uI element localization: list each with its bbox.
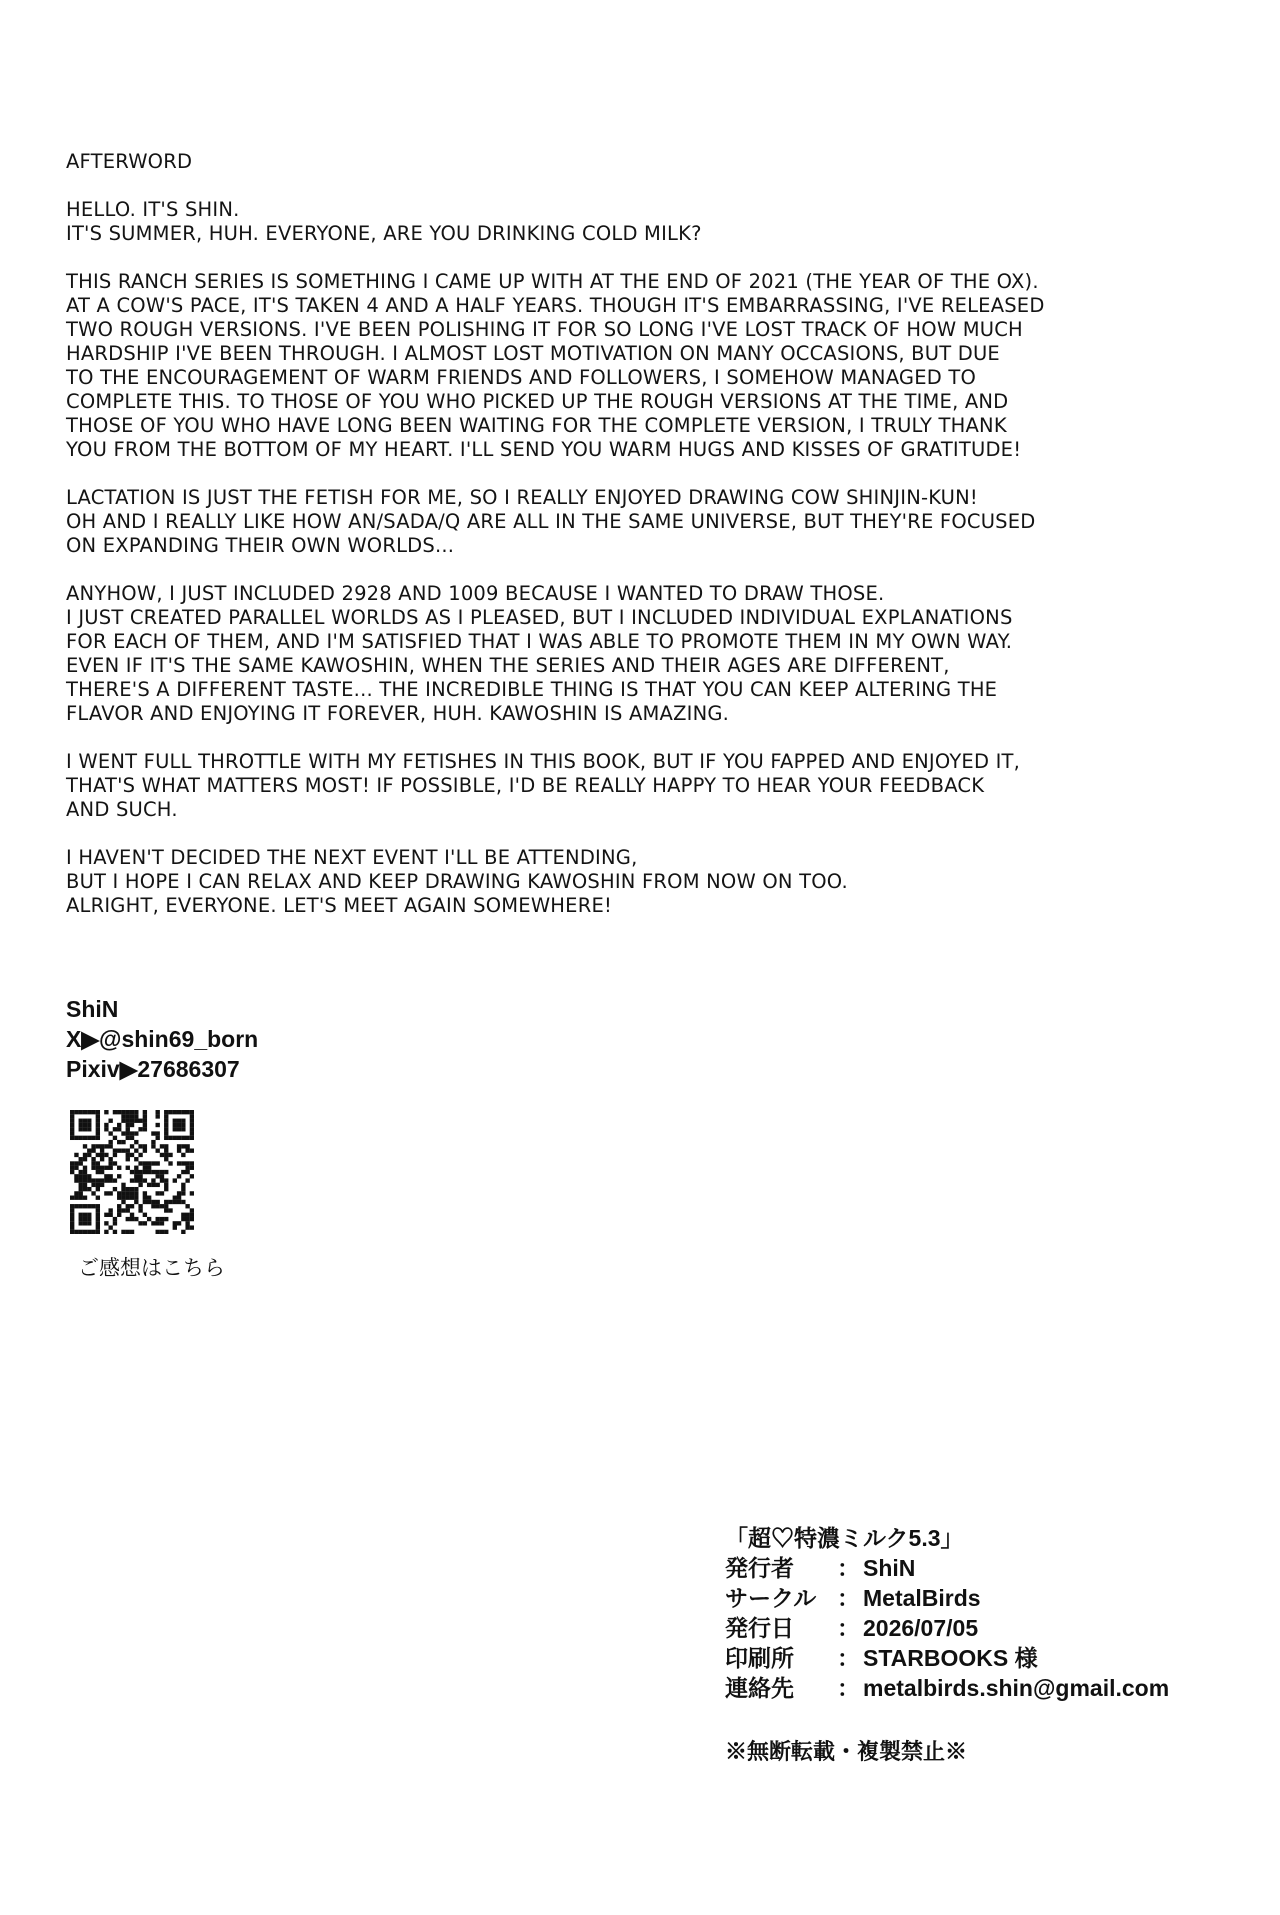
afterword-line: AND SUCH. — [66, 798, 178, 821]
author-name: ShiN — [66, 996, 119, 1022]
afterword-line: I WENT FULL THROTTLE WITH MY FETISHES IN THIS BOOK, BUT IF YOU FAPPED AND ENJOYED IT, — [66, 750, 1021, 773]
afterword-line: COMPLETE THIS. TO THOSE OF YOU WHO PICKED UP THE ROUGH VERSIONS AT THE TIME, AND — [66, 390, 1009, 413]
copyright-notice: ※無断転載・複製禁止※ — [725, 1739, 968, 1764]
afterword-paragraph — [66, 846, 1226, 918]
colophon-row — [725, 1613, 1169, 1643]
afterword-line: TO THE ENCOURAGEMENT OF WARM FRIENDS AND FOLLOWERS, I SOMEHOW MANAGED TO — [66, 366, 977, 389]
book-title: 「超♡特濃ミルク5.3」 — [725, 1525, 964, 1551]
afterword-paragraph — [66, 582, 1226, 726]
pixiv-id[interactable]: Pixiv▶27686307 — [66, 1056, 240, 1082]
afterword-line: TWO ROUGH VERSIONS. I'VE BEEN POLISHING IT FOR SO LONG I'VE LOST TRACK OF HOW MUCH — [66, 318, 1023, 341]
colophon-key: 連絡先 — [725, 1675, 794, 1701]
afterword-line: THERE'S A DIFFERENT TASTE... THE INCREDIBLE THING IS THAT YOU CAN KEEP ALTERING THE — [66, 678, 998, 701]
colophon-key: 発行日 — [725, 1615, 794, 1641]
colophon-key: サークル — [725, 1585, 817, 1611]
colophon-row — [725, 1643, 1169, 1673]
afterword-title: AFTERWORD — [66, 150, 193, 173]
afterword-line: ANYHOW, I JUST INCLUDED 2928 AND 1009 BECAUSE I WANTED TO DRAW THOSE. — [66, 582, 885, 605]
afterword-line: IT'S SUMMER, HUH. EVERYONE, ARE YOU DRINKING COLD MILK? — [66, 222, 702, 245]
afterword-line: LACTATION IS JUST THE FETISH FOR ME, SO I REALLY ENJOYED DRAWING COW SHINJIN-KUN! — [66, 486, 978, 509]
afterword-line: HARDSHIP I'VE BEEN THROUGH. I ALMOST LOST MOTIVATION ON MANY OCCASIONS, BUT DUE — [66, 342, 1000, 365]
colophon-separator: ： — [837, 1615, 860, 1641]
afterword-paragraph — [66, 198, 1226, 246]
afterword-line: I JUST CREATED PARALLEL WORLDS AS I PLEASED, BUT I INCLUDED INDIVIDUAL EXPLANATIONS — [66, 606, 1013, 629]
afterword-line: THOSE OF YOU WHO HAVE LONG BEEN WAITING FOR THE COMPLETE VERSION, I TRULY THANK — [66, 414, 1007, 437]
afterword-line: EVEN IF IT'S THE SAME KAWOSHIN, WHEN THE SERIES AND THEIR AGES ARE DIFFERENT, — [66, 654, 950, 677]
colophon-value: 2026/07/05 — [863, 1615, 979, 1641]
afterword-line: THAT'S WHAT MATTERS MOST! IF POSSIBLE, I'D BE REALLY HAPPY TO HEAR YOUR FEEDBACK — [66, 774, 985, 797]
qr-code-icon[interactable] — [70, 1110, 194, 1234]
colophon-value: STARBOOKS 様 — [863, 1645, 1038, 1671]
colophon-separator: ： — [837, 1585, 860, 1611]
afterword-paragraph — [66, 270, 1226, 462]
afterword-line: FOR EACH OF THEM, AND I'M SATISFIED THAT I WAS ABLE TO PROMOTE THEM IN MY OWN WAY. — [66, 630, 1013, 653]
colophon-separator: ： — [837, 1645, 860, 1671]
qr-caption: ご感想はこちら — [78, 1256, 225, 1280]
colophon-key: 発行者 — [725, 1555, 794, 1581]
afterword-line: OH AND I REALLY LIKE HOW AN/SADA/Q ARE ALL IN THE SAME UNIVERSE, BUT THEY'RE FOCUSED — [66, 510, 1036, 533]
afterword-section — [66, 150, 1226, 942]
colophon-separator: ： — [837, 1555, 860, 1581]
colophon — [725, 1523, 1169, 1703]
x-handle[interactable]: X▶@shin69_born — [66, 1026, 259, 1052]
colophon-value: ShiN — [863, 1555, 916, 1581]
afterword-line: FLAVOR AND ENJOYING IT FOREVER, HUH. KAWOSHIN IS AMAZING. — [66, 702, 730, 725]
afterword-line: AT A COW'S PACE, IT'S TAKEN 4 AND A HALF YEARS. THOUGH IT'S EMBARRASSING, I'VE RELEASED — [66, 294, 1045, 317]
colophon-value: MetalBirds — [863, 1585, 981, 1611]
afterword-line: ALRIGHT, EVERYONE. LET'S MEET AGAIN SOMEWHERE! — [66, 894, 612, 917]
colophon-value: metalbirds.shin@gmail.com — [863, 1675, 1170, 1701]
colophon-rows — [725, 1553, 1169, 1703]
afterword-line: ON EXPANDING THEIR OWN WORLDS... — [66, 534, 455, 557]
afterword-line: I HAVEN'T DECIDED THE NEXT EVENT I'LL BE ATTENDING, — [66, 846, 638, 869]
colophon-separator: ： — [837, 1675, 860, 1701]
afterword-paragraph — [66, 486, 1226, 558]
author-contact — [66, 994, 258, 1084]
colophon-row — [725, 1553, 1169, 1583]
afterword-line: HELLO. IT'S SHIN. — [66, 198, 240, 221]
colophon-key: 印刷所 — [725, 1645, 794, 1671]
afterword-line: THIS RANCH SERIES IS SOMETHING I CAME UP WITH AT THE END OF 2021 (THE YEAR OF THE OX). — [66, 270, 1039, 293]
colophon-row — [725, 1583, 1169, 1613]
colophon-row — [725, 1673, 1169, 1703]
afterword-body — [66, 198, 1226, 918]
afterword-paragraph — [66, 750, 1226, 822]
afterword-line: BUT I HOPE I CAN RELAX AND KEEP DRAWING KAWOSHIN FROM NOW ON TOO. — [66, 870, 848, 893]
afterword-line: YOU FROM THE BOTTOM OF MY HEART. I'LL SEND YOU WARM HUGS AND KISSES OF GRATITUDE! — [66, 438, 1022, 461]
